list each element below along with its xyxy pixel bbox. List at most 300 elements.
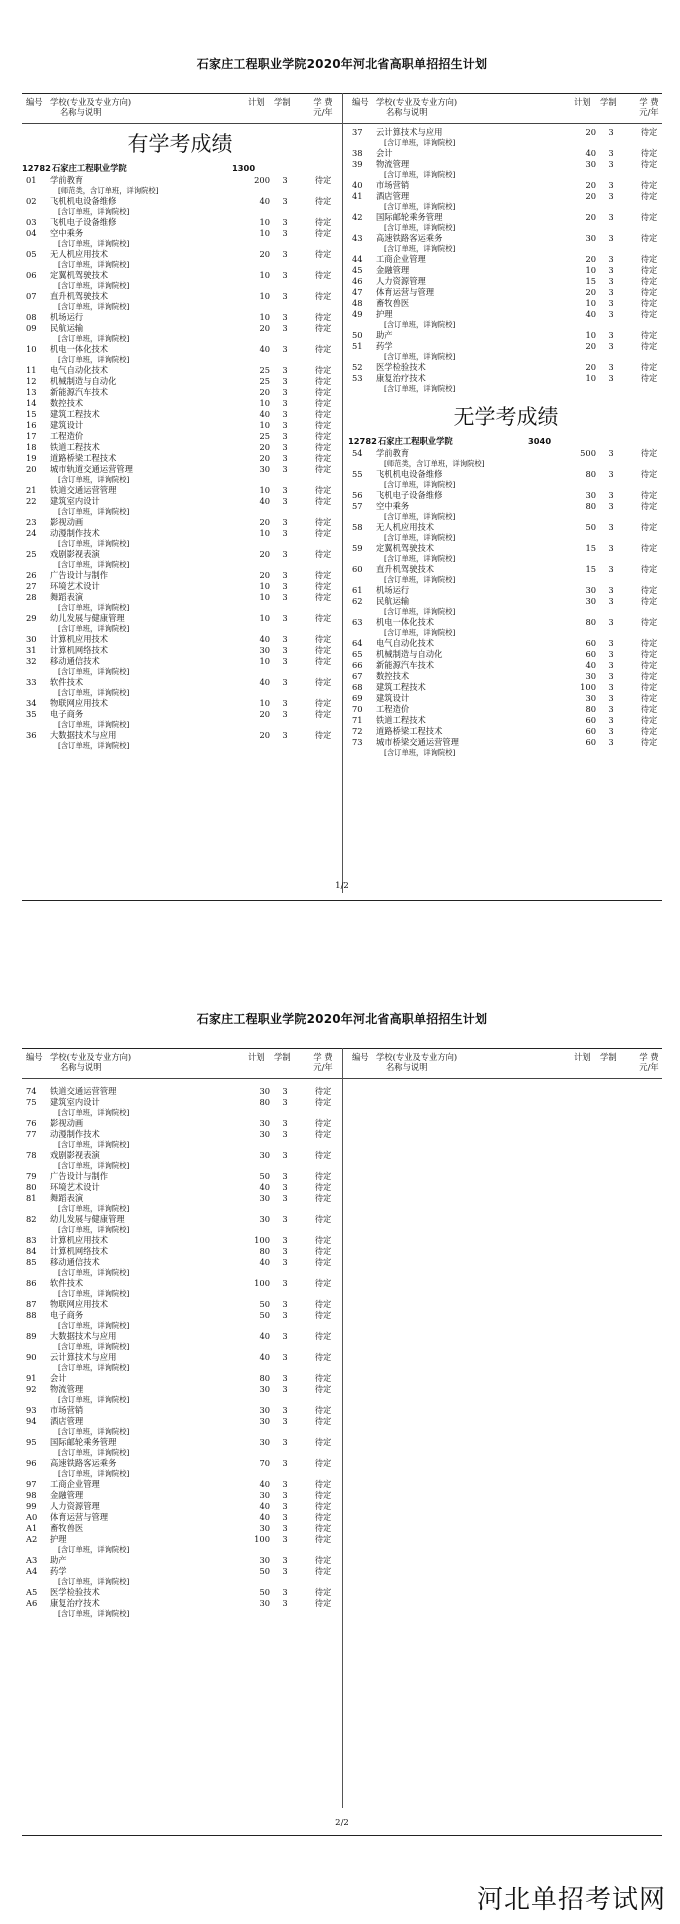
table-row: [22, 291, 338, 302]
major-code: 22: [26, 496, 37, 506]
major-code: 53: [352, 373, 363, 383]
major-code: 07: [26, 291, 37, 301]
page1-right-column: [348, 127, 664, 758]
plan-count: 30: [259, 464, 270, 474]
table-row-note: [22, 1609, 338, 1619]
study-length: 3: [608, 159, 614, 169]
major-code: 32: [26, 656, 37, 666]
major-name: 直升机驾驶技术: [376, 564, 435, 574]
major-code: 37: [352, 127, 363, 137]
major-code: 73: [352, 737, 363, 747]
tuition-fee: 待定: [640, 265, 658, 275]
major-name: 国际邮轮乘务管理: [376, 212, 443, 222]
table-row: [22, 709, 338, 720]
major-code: 68: [352, 682, 363, 692]
table-row: [22, 1384, 338, 1395]
school-code: 12782: [348, 436, 377, 446]
major-name: 飞机机电设备维修: [376, 469, 443, 479]
study-length: 3: [608, 212, 614, 222]
study-length: 3: [282, 613, 288, 623]
study-length: 3: [608, 660, 614, 670]
table-row-note: [22, 1395, 338, 1405]
table-row-note: [22, 688, 338, 698]
tuition-fee: 待定: [314, 420, 332, 430]
table-row-note: [22, 1108, 338, 1118]
major-note: [含订单班，详询院校]: [58, 239, 130, 248]
tuition-fee: 待定: [314, 570, 332, 580]
study-length: 3: [608, 715, 614, 725]
major-name: 移动通信技术: [50, 1257, 100, 1267]
major-list: [22, 1086, 338, 1619]
table-row: [22, 549, 338, 560]
major-name: 计算机网络技术: [50, 1246, 109, 1256]
major-name: 铁道交通运营管理: [50, 485, 117, 495]
major-code: A4: [26, 1566, 38, 1576]
table-row: [22, 1566, 338, 1577]
major-name: 会计: [376, 148, 393, 158]
major-code: 56: [352, 490, 363, 500]
major-code: 59: [352, 543, 363, 553]
table-row: [22, 344, 338, 355]
tuition-fee: 待定: [640, 276, 658, 286]
major-name: 民航运输: [376, 596, 410, 606]
plan-count: 60: [585, 715, 596, 725]
major-note: [含订单班，详询院校]: [58, 624, 130, 633]
major-name: 环境艺术设计: [50, 581, 100, 591]
tuition-fee: 待定: [314, 376, 332, 386]
tuition-fee: 待定: [640, 330, 658, 340]
tuition-fee: 待定: [640, 191, 658, 201]
study-length: 3: [608, 330, 614, 340]
table-row-note: [22, 1363, 338, 1373]
study-length: 3: [608, 638, 614, 648]
major-note: [含订单班，详询院校]: [58, 1342, 130, 1351]
major-note: [含订单班，详询院校]: [384, 480, 456, 489]
major-name: 道路桥梁工程技术: [50, 453, 117, 463]
table-row: [22, 398, 338, 409]
tuition-fee: 待定: [314, 1193, 332, 1203]
major-note: [含订单班，详询院校]: [58, 1321, 130, 1330]
tuition-fee: 待定: [640, 693, 658, 703]
plan-count: 10: [259, 217, 270, 227]
tuition-fee: 待定: [314, 1373, 332, 1383]
header-name: 学校(专业及专业方向): [50, 97, 132, 107]
major-name: 数控技术: [376, 671, 410, 681]
tuition-fee: 待定: [640, 362, 658, 372]
school-row: [22, 161, 338, 175]
major-code: 99: [26, 1501, 37, 1511]
tuition-fee: 待定: [640, 159, 658, 169]
header-plan: 计划: [574, 97, 591, 107]
major-name: 广告设计与制作: [50, 1171, 109, 1181]
plan-count: 60: [585, 649, 596, 659]
plan-count: 30: [259, 1118, 270, 1128]
tuition-fee: 待定: [314, 312, 332, 322]
major-code: 75: [26, 1097, 37, 1107]
tuition-fee: 待定: [314, 1598, 332, 1608]
plan-count: 25: [259, 431, 270, 441]
tuition-fee: 待定: [640, 682, 658, 692]
column-divider: [342, 1048, 343, 1808]
study-length: 3: [282, 581, 288, 591]
tuition-fee: 待定: [314, 1534, 332, 1544]
major-name: 道路桥梁工程技术: [376, 726, 443, 736]
study-length: 3: [608, 693, 614, 703]
plan-count: 20: [259, 442, 270, 452]
major-note: [含订单班，详询院校]: [58, 688, 130, 697]
major-name: 戏剧影视表演: [50, 1150, 100, 1160]
header-no: 编号: [26, 97, 43, 107]
major-code: 55: [352, 469, 363, 479]
major-code: 82: [26, 1214, 37, 1224]
study-length: 3: [608, 596, 614, 606]
plan-count: 30: [259, 1193, 270, 1203]
table-row: [22, 217, 338, 228]
study-length: 3: [608, 737, 614, 747]
table-row: [348, 254, 664, 265]
tuition-fee: 待定: [314, 1587, 332, 1597]
major-code: 74: [26, 1086, 37, 1096]
major-code: 95: [26, 1437, 37, 1447]
major-code: 16: [26, 420, 37, 430]
plan-count: 20: [585, 362, 596, 372]
document-title: 石家庄工程职业学院2020年河北省高职单招招生计划: [196, 57, 488, 71]
major-code: 58: [352, 522, 363, 532]
major-name: 数控技术: [50, 398, 84, 408]
major-code: 62: [352, 596, 363, 606]
study-length: 3: [282, 1257, 288, 1267]
major-code: 01: [26, 175, 37, 185]
major-name: 药学: [50, 1566, 67, 1576]
study-length: 3: [282, 387, 288, 397]
table-row: [348, 715, 664, 726]
study-length: 3: [608, 522, 614, 532]
study-length: 3: [282, 1501, 288, 1511]
major-name: 定翼机驾驶技术: [376, 543, 435, 553]
table-row: [348, 490, 664, 501]
major-name: 物联网应用技术: [50, 698, 109, 708]
header-name: 学校(专业及专业方向): [376, 1052, 458, 1062]
plan-count: 50: [259, 1587, 270, 1597]
tuition-fee: 待定: [314, 1437, 332, 1447]
major-code: 50: [352, 330, 363, 340]
major-code: 94: [26, 1416, 37, 1426]
major-note: [含订单班，详询院校]: [58, 207, 130, 216]
plan-count: 60: [585, 638, 596, 648]
major-name: 工商企业管理: [50, 1479, 100, 1489]
table-row: [22, 592, 338, 603]
study-length: 3: [282, 409, 288, 419]
table-row: [22, 323, 338, 334]
major-name: 康复治疗技术: [376, 373, 426, 383]
plan-count: 50: [259, 1171, 270, 1181]
major-code: 72: [352, 726, 363, 736]
study-length: 3: [282, 1587, 288, 1597]
major-name: 建筑设计: [376, 693, 410, 703]
major-name: 学前教育: [376, 448, 410, 458]
page1-left-column: [22, 127, 338, 751]
major-code: 27: [26, 581, 37, 591]
major-note: [含订单班，详询院校]: [58, 1140, 130, 1149]
major-code: 60: [352, 564, 363, 574]
plan-count: 15: [585, 276, 596, 286]
major-name: 护理: [50, 1534, 67, 1544]
tuition-fee: 待定: [314, 464, 332, 474]
major-code: 35: [26, 709, 37, 719]
major-name: 建筑室内设计: [50, 496, 100, 506]
major-code: 44: [352, 254, 363, 264]
plan-count: 20: [259, 709, 270, 719]
plan-count: 50: [585, 522, 596, 532]
major-name: 建筑工程技术: [376, 682, 426, 692]
study-length: 3: [282, 1129, 288, 1139]
major-list: [348, 448, 664, 758]
table-row: [22, 1479, 338, 1490]
header-fee: 学 费 元/年: [639, 1052, 659, 1072]
study-length: 3: [608, 341, 614, 351]
study-length: 3: [608, 233, 614, 243]
study-length: 3: [608, 704, 614, 714]
major-list: [348, 127, 664, 394]
tuition-fee: 待定: [314, 485, 332, 495]
table-row: [22, 409, 338, 420]
table-row-note: [22, 1448, 338, 1458]
table-row: [348, 737, 664, 748]
plan-count: 60: [585, 737, 596, 747]
table-row-note: [348, 352, 664, 362]
major-name: 飞机电子设备维修: [50, 217, 117, 227]
study-length: 3: [282, 196, 288, 206]
plan-count: 20: [259, 387, 270, 397]
table-row-note: [22, 1342, 338, 1352]
study-length: 3: [608, 564, 614, 574]
study-length: 3: [282, 517, 288, 527]
major-code: 61: [352, 585, 363, 595]
major-name: 医学检验技术: [376, 362, 426, 372]
table-row: [22, 730, 338, 741]
table-row: [348, 649, 664, 660]
study-length: 3: [608, 265, 614, 275]
major-code: 79: [26, 1171, 37, 1181]
major-code: 64: [352, 638, 363, 648]
study-length: 3: [282, 709, 288, 719]
study-length: 3: [282, 270, 288, 280]
table-row-note: [22, 281, 338, 291]
major-code: 89: [26, 1331, 37, 1341]
section-with-exam: 有学考成绩: [127, 132, 233, 156]
major-code: 39: [352, 159, 363, 169]
study-length: 3: [608, 180, 614, 190]
plan-count: 20: [585, 254, 596, 264]
major-code: 47: [352, 287, 363, 297]
table-row-note: [22, 1427, 338, 1437]
study-length: 3: [608, 127, 614, 137]
major-name: 城市桥梁交通运营管理: [376, 737, 459, 747]
major-code: 66: [352, 660, 363, 670]
header-plan: 计划: [248, 97, 265, 107]
major-note: [含订单班，详询院校]: [58, 1225, 130, 1234]
page2-left-column: [22, 1086, 338, 1619]
tuition-fee: 待定: [314, 656, 332, 666]
major-code: 03: [26, 217, 37, 227]
study-length: 3: [282, 431, 288, 441]
major-name: 建筑工程技术: [50, 409, 100, 419]
table-row: [348, 276, 664, 287]
plan-count: 50: [259, 1310, 270, 1320]
major-name: 大数据技术与应用: [50, 1331, 117, 1341]
plan-count: 30: [585, 693, 596, 703]
major-code: 76: [26, 1118, 37, 1128]
plan-count: 20: [259, 549, 270, 559]
major-note: [含订单班，详询院校]: [58, 507, 130, 516]
major-code: 30: [26, 634, 37, 644]
major-name: 大数据技术与应用: [50, 730, 117, 740]
table-row-note: [22, 667, 338, 677]
plan-count: 10: [259, 485, 270, 495]
tuition-fee: 待定: [314, 409, 332, 419]
plan-count: 10: [585, 330, 596, 340]
major-note: [含订单班，详询院校]: [58, 539, 130, 548]
table-row: [348, 362, 664, 373]
tuition-fee: 待定: [640, 715, 658, 725]
tuition-fee: 待定: [640, 660, 658, 670]
table-row: [348, 693, 664, 704]
plan-count: 50: [259, 1299, 270, 1309]
plan-count: 40: [585, 660, 596, 670]
header-name2: 名称与说明: [386, 107, 428, 117]
plan-count: 15: [585, 564, 596, 574]
major-code: 88: [26, 1310, 37, 1320]
tuition-fee: 待定: [314, 175, 332, 185]
table-header-left: [22, 97, 338, 123]
major-code: 87: [26, 1299, 37, 1309]
study-length: 3: [282, 228, 288, 238]
major-code: 26: [26, 570, 37, 580]
study-length: 3: [282, 1373, 288, 1383]
plan-count: 30: [259, 1150, 270, 1160]
major-note: [含订单班，详询院校]: [384, 512, 456, 521]
tuition-fee: 待定: [314, 1246, 332, 1256]
major-name: 助产: [376, 330, 393, 340]
table-row-note: [22, 1289, 338, 1299]
table-header-right: [348, 1052, 664, 1078]
study-length: 3: [282, 323, 288, 333]
tuition-fee: 待定: [314, 1278, 332, 1288]
major-name: 人力资源管理: [50, 1501, 100, 1511]
table-header-right: [348, 97, 664, 123]
tuition-fee: 待定: [640, 448, 658, 458]
plan-count: 20: [259, 570, 270, 580]
tuition-fee: 待定: [314, 634, 332, 644]
major-name: 电子商务: [50, 1310, 84, 1320]
school-name: 石家庄工程职业学院: [52, 163, 127, 173]
tuition-fee: 待定: [314, 249, 332, 259]
tuition-fee: 待定: [314, 496, 332, 506]
major-code: 78: [26, 1150, 37, 1160]
major-code: 98: [26, 1490, 37, 1500]
major-note: [含订单班，详询院校]: [384, 138, 456, 147]
major-code: 90: [26, 1352, 37, 1362]
plan-count: 25: [259, 365, 270, 375]
plan-count: 100: [580, 682, 596, 692]
study-length: 3: [282, 365, 288, 375]
table-row: [348, 191, 664, 202]
header-fee: 学 费 元/年: [313, 97, 333, 117]
tuition-fee: 待定: [640, 617, 658, 627]
table-row: [22, 1171, 338, 1182]
table-row-note: [22, 1577, 338, 1587]
major-code: 57: [352, 501, 363, 511]
study-length: 3: [608, 617, 614, 627]
major-code: 38: [352, 148, 363, 158]
tuition-fee: 待定: [640, 543, 658, 553]
study-length: 3: [282, 464, 288, 474]
major-note: [含订单班，详询院校]: [384, 352, 456, 361]
table-row-note: [348, 320, 664, 330]
tuition-fee: 待定: [314, 1235, 332, 1245]
tuition-fee: 待定: [314, 1129, 332, 1139]
table-row-note: [22, 603, 338, 613]
major-name: 幼儿发展与健康管理: [50, 1214, 125, 1224]
plan-count: 50: [259, 1566, 270, 1576]
study-length: 3: [608, 448, 614, 458]
plan-count: 40: [585, 309, 596, 319]
tuition-fee: 待定: [314, 709, 332, 719]
study-length: 3: [282, 592, 288, 602]
major-note: [含订单班，详询院校]: [384, 223, 456, 232]
table-row-note: [22, 1225, 338, 1235]
major-note: [含订单班，详询院校]: [58, 1108, 130, 1117]
plan-count: 10: [259, 592, 270, 602]
major-note: [含订单班，详询院校]: [384, 384, 456, 393]
table-row-note: [348, 459, 664, 469]
tuition-fee: 待定: [314, 1331, 332, 1341]
plan-count: 40: [259, 409, 270, 419]
major-note: [含订单班，详询院校]: [384, 607, 456, 616]
major-code: 84: [26, 1246, 37, 1256]
major-note: [含订单班，详询院校]: [384, 244, 456, 253]
major-code: 06: [26, 270, 37, 280]
table-row: [22, 420, 338, 431]
major-code: 24: [26, 528, 37, 538]
major-name: 建筑设计: [50, 420, 84, 430]
tuition-fee: 待定: [314, 1512, 332, 1522]
major-name: 电子商务: [50, 709, 84, 719]
plan-count: 30: [259, 1437, 270, 1447]
table-row: [348, 341, 664, 352]
table-row-note: [348, 138, 664, 148]
tuition-fee: 待定: [640, 671, 658, 681]
tuition-fee: 待定: [640, 522, 658, 532]
site-watermark: 河北单招考试网: [476, 1885, 666, 1915]
tuition-fee: 待定: [640, 490, 658, 500]
table-row: [22, 464, 338, 475]
major-name: 酒店管理: [376, 191, 410, 201]
major-code: 43: [352, 233, 363, 243]
plan-count: 40: [259, 1257, 270, 1267]
major-name: 城市轨道交通运营管理: [50, 464, 133, 474]
plan-count: 30: [585, 490, 596, 500]
major-name: 机电一体化技术: [50, 344, 109, 354]
plan-count: 100: [254, 1235, 270, 1245]
tuition-fee: 待定: [640, 638, 658, 648]
table-row-note: [22, 207, 338, 217]
study-length: 3: [282, 1352, 288, 1362]
major-note: [含订单班，详询院校]: [58, 603, 130, 612]
tuition-fee: 待定: [314, 1490, 332, 1500]
tuition-fee: 待定: [314, 1555, 332, 1565]
major-note: [含订单班，详询院校]: [58, 1268, 130, 1277]
